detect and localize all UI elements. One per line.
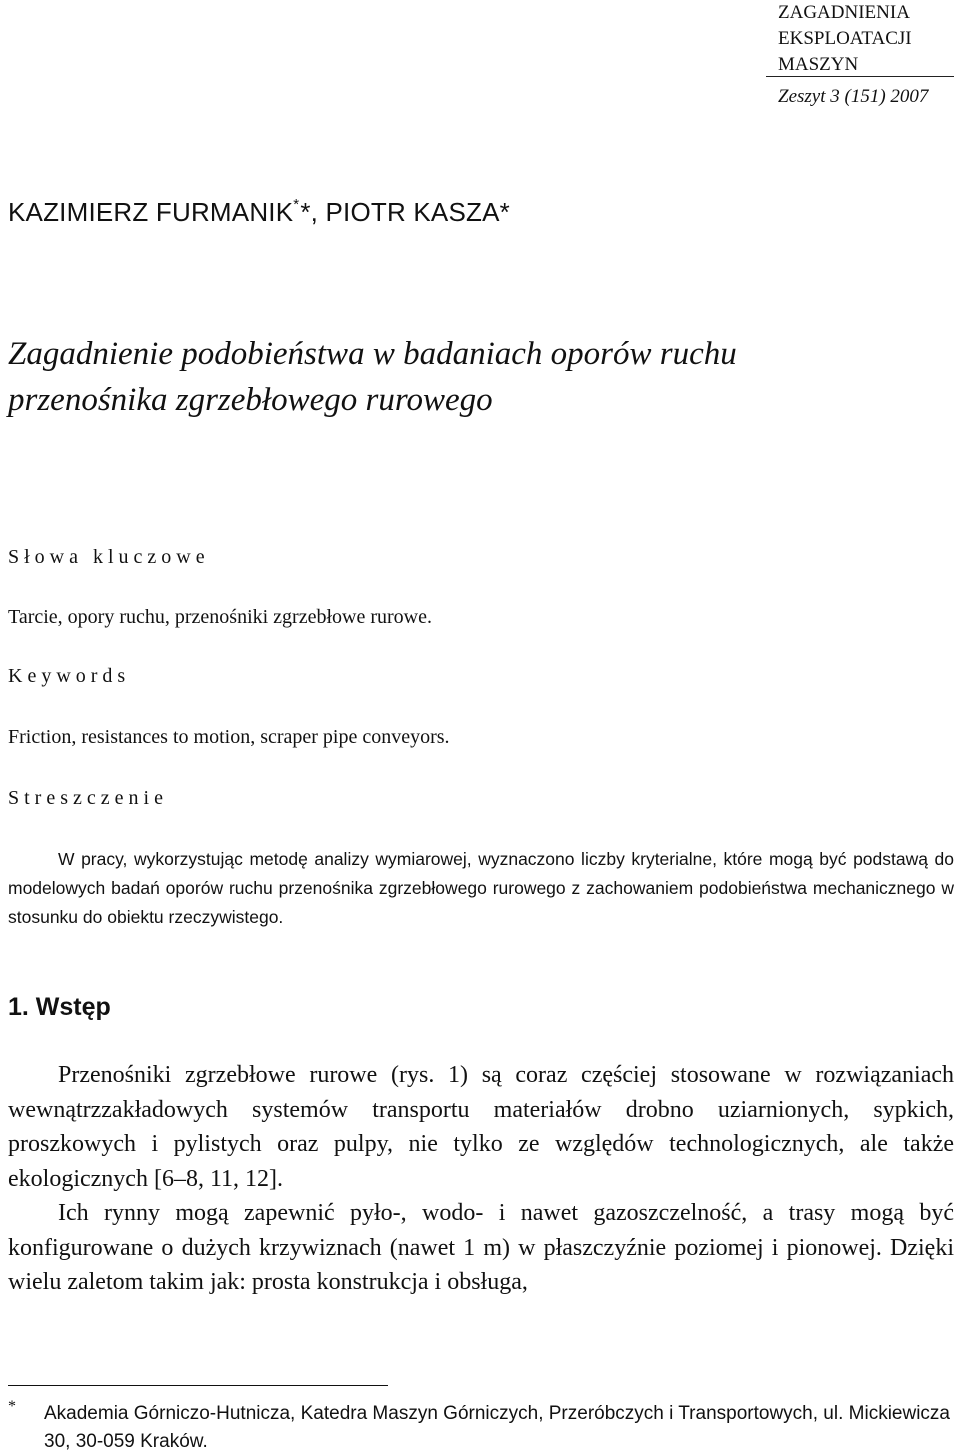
section-heading: 1. Wstęp xyxy=(8,993,111,1021)
authors xyxy=(8,196,510,228)
footnote-rule xyxy=(8,1385,388,1386)
title-line-2: przenośnika zgrzebłowego rurowego xyxy=(8,382,493,418)
keywords-en-label: Keywords xyxy=(8,665,131,687)
journal-name-line3: MASZYN xyxy=(778,54,859,75)
journal-header xyxy=(778,0,956,110)
footnote-mark: * xyxy=(8,1398,16,1415)
body-paragraph-1: Przenośniki zgrzebłowe rurowe (rys. 1) są coraz częściej stosowane w rozwiązaniach wewnątrzzakładowych systemów transportu materiałów drobno uziarnionych, sypkich, proszkowych i pylistych oraz pulpy, nie tylko ze względów technologicznych, ale także ekologicznych [6–8, 11, 12]. xyxy=(8,1062,954,1192)
journal-rule xyxy=(766,76,954,77)
body-paragraph-2: Ich rynny mogą zapewnić pyło-, wodo- i nawet gazoszczelność, a trasy mogą być konfigurowane o dużych krzywiznach (nawet 1 m) w płaszczyźnie poziomej i pionowej. Dzięki wielu zaletom takim jak: prosta konstrukcja i obsługa, xyxy=(8,1200,954,1295)
author-1: KAZIMIERZ FURMANIK xyxy=(8,197,294,227)
title-line-1: Zagadnienie podobieństwa w badaniach oporów ruchu xyxy=(8,336,737,372)
abstract-text: W pracy, wykorzystując metodę analizy wymiarowej, wyznaczono liczby kryterialne, które mogą być podstawą do modelowych badań oporów ruchu przenośnika zgrzebłowego rurowego z zachowaniem podobieństwa mechanicznego w stosunku do obiektu rzeczywistego. xyxy=(8,849,954,927)
keywords-pl-text: Tarcie, opory ruchu, przenośniki zgrzebłowe rurowe. xyxy=(8,606,432,628)
journal-name-line2: EKSPLOATACJI xyxy=(778,28,912,49)
abstract-label: Streszczenie xyxy=(8,787,168,809)
authors-rest: *, PIOTR KASZA* xyxy=(300,197,510,227)
keywords-en-text: Friction, resistances to motion, scraper pipe conveyors. xyxy=(8,726,450,748)
abstract xyxy=(8,845,954,932)
section-body xyxy=(8,1058,954,1300)
journal-name-line1: ZAGADNIENIA xyxy=(778,2,910,23)
keywords-pl-label: Słowa kluczowe xyxy=(8,546,210,568)
journal-issue: Zeszyt 3 (151) 2007 xyxy=(778,86,929,107)
footnote-text: Akademia Górniczo-Hutnicza, Katedra Maszyn Górniczych, Przeróbczych i Transportowych, ul. Mickiewicza 30, 30-059 Kraków. xyxy=(44,1403,950,1452)
author-1-marks: * xyxy=(293,196,300,213)
paper-title xyxy=(8,331,948,423)
